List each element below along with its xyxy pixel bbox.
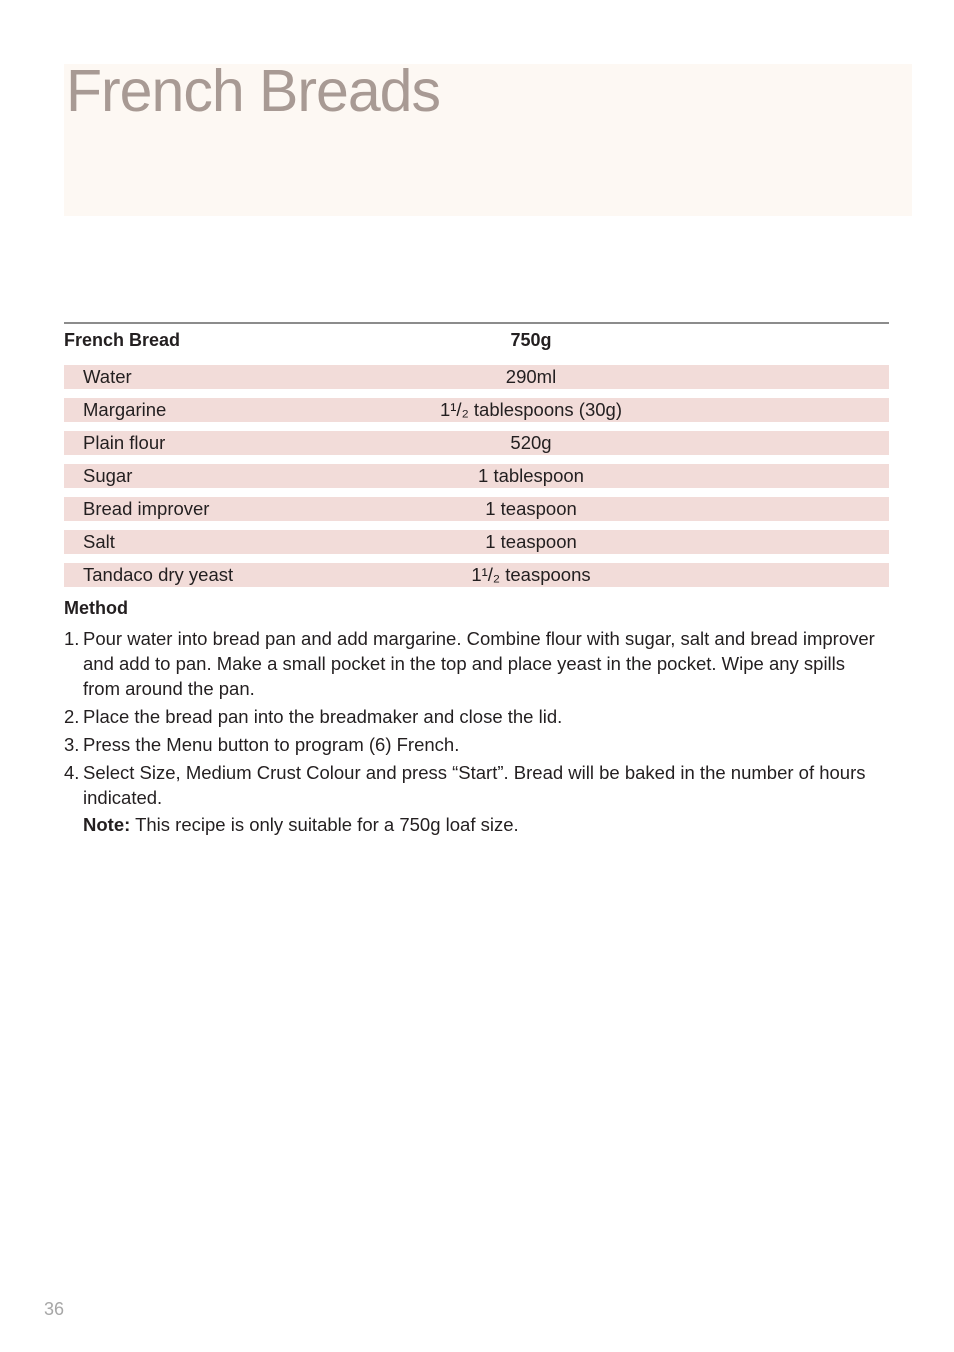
ingredient-row: [64, 464, 889, 488]
ingredient-name: Tandaco dry yeast: [83, 564, 234, 585]
ingredient-name: Plain flour: [83, 432, 166, 453]
step-number: 3.: [64, 734, 80, 755]
ingredient-row: [64, 530, 889, 554]
ingredient-row: [64, 365, 889, 389]
recipe-name: French Bread: [64, 330, 181, 350]
ingredient-qty: 290ml: [505, 366, 557, 387]
page-number: 36: [44, 1299, 65, 1319]
step-number: 4.: [64, 762, 80, 783]
title-banner: [64, 58, 912, 216]
method-step: [64, 704, 884, 729]
size-header: 750g: [510, 330, 552, 350]
step-text: Place the bread pan into the breadmaker and close the lid.: [83, 706, 563, 727]
method-heading: Method: [64, 598, 128, 618]
ingredient-name: Margarine: [83, 399, 167, 420]
step-text: Pour water into bread pan and add margarine. Combine flour with sugar, salt and bread improver and add to pan. Make a small pocket in the top and place yeast in the pocket. Wipe any spills from around the pan.: [83, 628, 875, 699]
step-number: 2.: [64, 706, 80, 727]
ingredient-name: Sugar: [83, 465, 133, 486]
ingredient-row: [64, 431, 889, 455]
ingredients-table: [64, 322, 889, 587]
method-step: [64, 626, 884, 701]
method-step: [64, 732, 884, 757]
ingredient-qty: 1 teaspoon: [485, 531, 577, 552]
ingredient-name: Water: [83, 366, 132, 387]
step-number: 1.: [64, 628, 80, 649]
table-header: [64, 324, 889, 356]
ingredient-qty: 520g: [510, 432, 552, 453]
step-text: Press the Menu button to program (6) French.: [83, 734, 460, 755]
ingredient-row: [64, 497, 889, 521]
note-label: Note:: [83, 814, 131, 835]
ingredient-qty: 1 teaspoon: [485, 498, 577, 519]
ingredient-qty: 1 tablespoon: [478, 465, 584, 486]
method-step: [64, 760, 884, 810]
ingredient-qty: 1¹/₂ tablespoons (30g): [439, 399, 622, 420]
method-steps: [64, 626, 884, 813]
ingredient-name: Salt: [83, 531, 115, 552]
ingredient-row: [64, 398, 889, 422]
ingredient-row: [64, 563, 889, 587]
step-text: Select Size, Medium Crust Colour and press “Start”. Bread will be baked in the number of hours indicated.: [83, 762, 866, 808]
ingredient-name: Bread improver: [83, 498, 210, 519]
page-title: French Breads: [66, 58, 440, 124]
ingredient-qty: 1¹/₂ teaspoons: [471, 564, 591, 585]
recipe-note: [83, 814, 519, 836]
note-text: This recipe is only suitable for a 750g loaf size.: [130, 814, 519, 835]
